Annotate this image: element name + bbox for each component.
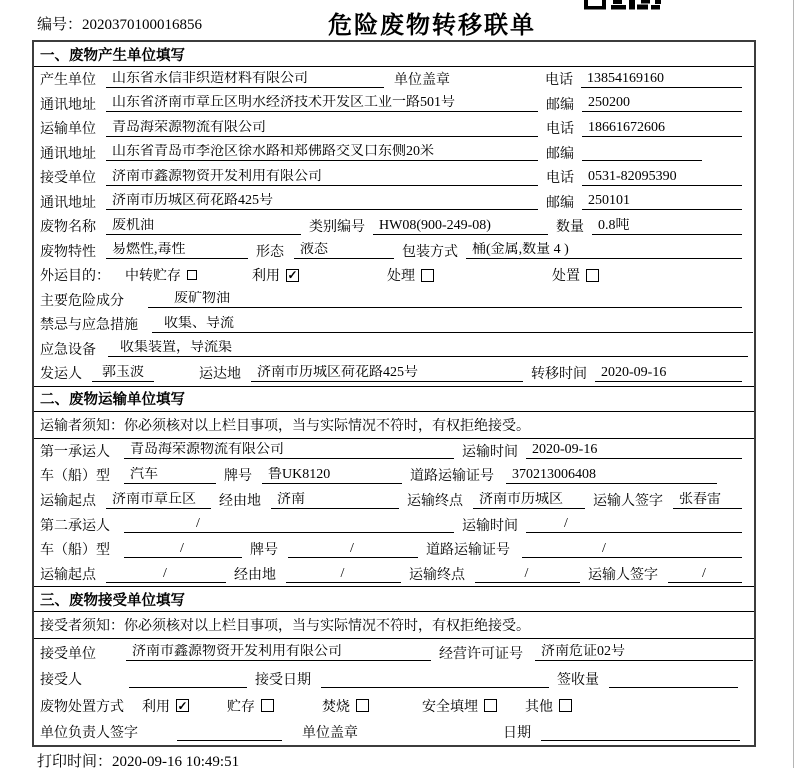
row-transport-address (34, 141, 754, 166)
row-accept-unit (34, 639, 754, 666)
row-producer-address (34, 92, 754, 117)
row-hazard-component (34, 288, 754, 313)
row-emergency-measures (34, 312, 754, 337)
checkbox-unchecked-icon (559, 699, 572, 712)
option-other (525, 696, 572, 716)
option-utilize (252, 265, 299, 285)
checkbox-checked-icon: ✓ (177, 698, 188, 713)
receiver-zip-value: 250101 (582, 193, 742, 210)
date-value (541, 724, 740, 741)
category-code-label: 类别编号 (309, 220, 365, 236)
disposal-label: 废物处置方式 (40, 699, 124, 715)
purpose-label: 外运目的： (40, 269, 110, 285)
section3-header: 三、废物接受单位填写 (34, 586, 754, 612)
section2-header: 二、废物运输单位填写 (34, 386, 754, 412)
road-cert-label: 道路运输证号 (426, 543, 510, 559)
responsible-sign-label: 单位负责人签字 (40, 726, 138, 742)
date-label: 日期 (503, 726, 531, 742)
transport-time-value: / (526, 516, 742, 533)
option-label: 利用 (142, 699, 170, 715)
route-end-label: 运输终点 (409, 568, 465, 584)
plate-label: 牌号 (250, 543, 278, 559)
destination-value: 济南市历城区荷花路425号 (251, 365, 523, 382)
unit-seal-label: 单位盖章 (302, 726, 358, 742)
transfer-time-value: 2020-09-16 (595, 365, 742, 382)
receiver-unit-label: 接受单位 (40, 171, 96, 187)
hazard-value: 废矿物油 (148, 291, 742, 308)
row-route-1 (34, 488, 754, 513)
packing-value: 桶(金属,数量 4 ) (466, 242, 742, 259)
phone-label: 电话 (546, 122, 574, 138)
option-label: 处置 (552, 269, 580, 285)
form-value: 液态 (294, 242, 394, 259)
first-carrier-value: 青岛海荣源物流有限公司 (124, 442, 454, 459)
road-cert-value: / (522, 541, 742, 558)
shipper-value: 郭玉波 (92, 365, 154, 382)
address-label: 通讯地址 (40, 195, 96, 211)
destination-label: 运达地 (199, 367, 241, 383)
carrier-sign-value: / (668, 566, 742, 583)
producer-phone-value: 13854169160 (581, 71, 742, 88)
via-value: / (286, 566, 401, 583)
signed-qty-label: 签收量 (557, 673, 599, 689)
print-time-value: 2020-09-16 10:49:51 (112, 754, 240, 770)
section2-notice: 运输者须知：你必须核对以上栏目事项，当与实际情况不符时，有权拒绝接受。 (34, 412, 754, 439)
address-label: 通讯地址 (40, 97, 96, 113)
vehicle-type-value: 汽车 (124, 467, 216, 484)
row-transfer-purpose (34, 263, 754, 288)
route-end-value: 济南市历城区 (473, 492, 585, 509)
row-emergency-equipment (34, 337, 754, 362)
transport-time-value: 2020-09-16 (526, 442, 742, 459)
responsible-sign-value (177, 724, 282, 741)
option-label: 焚烧 (322, 699, 350, 715)
checkbox-unchecked-icon (484, 699, 497, 712)
via-label: 经由地 (219, 494, 261, 510)
page-title: 危险废物转移联单 (328, 13, 536, 39)
hazard-label: 主要危险成分 (40, 293, 124, 309)
quantity-value: 0.8吨 (592, 218, 742, 235)
road-cert-label: 道路运输证号 (410, 469, 494, 485)
second-carrier-label: 第二承运人 (40, 518, 110, 534)
producer-address-value: 山东省济南市章丘区明水经济技术开发区工业一路501号 (106, 95, 538, 112)
option-label: 利用 (252, 269, 280, 285)
form-label: 形态 (256, 244, 284, 260)
license-label: 经营许可证号 (439, 646, 523, 662)
phone-label: 电话 (546, 171, 574, 187)
route-start-value: / (106, 566, 226, 583)
section1-header: 一、废物产生单位填写 (34, 42, 754, 67)
accept-unit-value: 济南市鑫源物资开发利用有限公司 (126, 644, 431, 661)
acceptor-label: 接受人 (40, 673, 82, 689)
via-value: 济南 (271, 492, 399, 509)
waste-name-value: 废机油 (106, 218, 301, 235)
row-dispatch (34, 361, 754, 386)
receiver-address-value: 济南市历城区荷花路425号 (106, 193, 538, 210)
zip-label: 邮编 (546, 97, 574, 113)
address-label: 通讯地址 (40, 146, 96, 162)
carrier-sign-label: 运输人签字 (588, 568, 658, 584)
qr-code-fragment (582, 0, 662, 10)
row-route-2 (34, 562, 754, 587)
transfer-time-label: 转移时间 (531, 367, 587, 383)
row-vehicle-2 (34, 537, 754, 562)
option-treat (387, 265, 434, 285)
measures-value: 收集、导流 (152, 316, 753, 333)
transport-phone-value: 18661672606 (582, 120, 742, 137)
serial-value: 2020370100016856 (82, 17, 203, 33)
row-producer-unit (34, 67, 754, 92)
zip-label: 邮编 (546, 146, 574, 162)
producer-unit-value: 山东省永信非织造材料有限公司 (106, 71, 384, 88)
row-transport-unit (34, 116, 754, 141)
row-receiver-address (34, 190, 754, 215)
equipment-label: 应急设备 (40, 342, 96, 358)
signed-qty-value (609, 671, 738, 688)
equipment-value: 收集装置，导流渠 (108, 340, 748, 357)
plate-value: / (288, 541, 418, 558)
option-dispose (552, 265, 599, 285)
route-start-label: 运输起点 (40, 568, 96, 584)
option-transfer-storage (125, 265, 197, 285)
route-start-value: 济南市章丘区 (106, 492, 211, 509)
route-start-label: 运输起点 (40, 494, 96, 510)
route-end-label: 运输终点 (407, 494, 463, 510)
transport-unit-label: 运输单位 (40, 122, 96, 138)
waste-name-label: 废物名称 (40, 220, 96, 236)
row-waste-property (34, 239, 754, 264)
plate-label: 牌号 (224, 469, 252, 485)
serial-label: 编号： (37, 17, 83, 33)
measures-label: 禁忌与应急措施 (40, 318, 138, 334)
option-incinerate (322, 696, 369, 716)
receiver-unit-value: 济南市鑫源物资开发利用有限公司 (106, 169, 538, 186)
row-responsible-signature (34, 719, 754, 746)
carrier-sign-value: 张春雷 (673, 492, 742, 509)
vehicle-type-label: 车（船）型 (40, 469, 110, 485)
plate-value: 鲁UK8120 (262, 467, 402, 484)
carrier-sign-label: 运输人签字 (593, 494, 663, 510)
print-time-label: 打印时间： (37, 754, 113, 770)
zip-label: 邮编 (546, 195, 574, 211)
accept-unit-label: 接受单位 (40, 646, 96, 662)
via-label: 经由地 (234, 568, 276, 584)
manifest-table (32, 40, 756, 747)
acceptor-value (129, 671, 247, 688)
shipper-label: 发运人 (40, 367, 82, 383)
vehicle-type-label: 车（船）型 (40, 543, 110, 559)
transport-zip-value (582, 144, 702, 161)
receiver-phone-value: 0531-82095390 (582, 169, 742, 186)
serial-number (37, 13, 202, 34)
waste-property-label: 废物特性 (40, 244, 96, 260)
route-end-value: / (475, 566, 580, 583)
checkbox-unchecked-icon (421, 269, 434, 282)
option-utilize (142, 696, 189, 716)
category-code-value: HW08(900-249-08) (373, 218, 548, 235)
road-cert-value: 370213006408 (506, 467, 717, 484)
producer-zip-value: 250200 (582, 95, 742, 112)
row-disposal-method (34, 692, 754, 719)
option-landfill (422, 696, 497, 716)
row-waste-name (34, 214, 754, 239)
vehicle-type-value: / (124, 541, 242, 558)
checkbox-checked-icon: ✓ (287, 268, 298, 283)
packing-label: 包装方式 (402, 244, 458, 260)
option-label: 中转贮存 (125, 269, 181, 285)
option-label: 其他 (525, 699, 553, 715)
checkbox-unchecked-icon (586, 269, 599, 282)
option-store (227, 696, 274, 716)
checkbox-unchecked-icon (261, 699, 274, 712)
row-second-carrier (34, 512, 754, 537)
accept-date-value (321, 671, 549, 688)
section3-notice: 接受者须知：你必须核对以上栏目事项，当与实际情况不符时，有权拒绝接受。 (34, 612, 754, 639)
quantity-label: 数量 (556, 220, 584, 236)
license-value: 济南危证02号 (535, 644, 753, 661)
transport-time-label: 运输时间 (462, 518, 518, 534)
phone-label: 电话 (545, 73, 573, 89)
transport-address-value: 山东省青岛市李沧区徐水路和郑佛路交叉口东侧20米 (106, 144, 538, 161)
transport-unit-value: 青岛海荣源物流有限公司 (106, 120, 538, 137)
accept-date-label: 接受日期 (255, 673, 311, 689)
row-acceptor (34, 666, 754, 693)
option-label: 安全填埋 (422, 699, 478, 715)
waste-property-value: 易燃性,毒性 (106, 242, 248, 259)
page-right-edge (793, 0, 794, 768)
second-carrier-value: / (124, 516, 454, 533)
first-carrier-label: 第一承运人 (40, 444, 110, 460)
option-label: 贮存 (227, 699, 255, 715)
checkbox-unchecked-icon (356, 699, 369, 712)
option-label: 处理 (387, 269, 415, 285)
transport-time-label: 运输时间 (462, 444, 518, 460)
row-vehicle-1 (34, 463, 754, 488)
seal-label: 单位盖章 (394, 73, 450, 89)
producer-unit-label: 产生单位 (40, 73, 96, 89)
row-receiver-unit (34, 165, 754, 190)
row-first-carrier (34, 439, 754, 464)
checkbox-unchecked-icon (187, 270, 197, 280)
